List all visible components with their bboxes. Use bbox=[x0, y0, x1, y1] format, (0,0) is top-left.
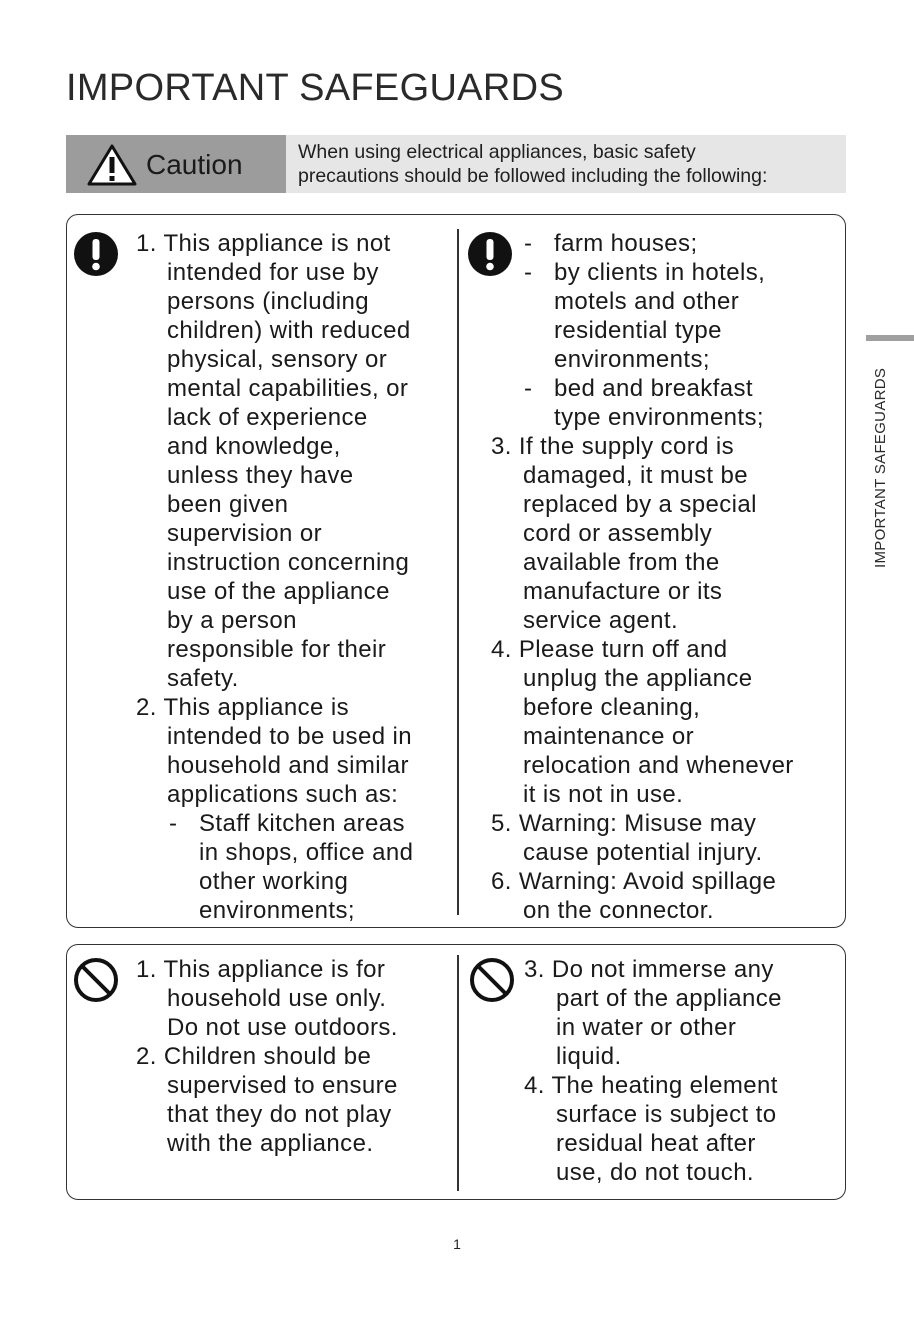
bullet-dash: - bbox=[169, 810, 178, 837]
list-item: cause potential injury. bbox=[523, 839, 763, 866]
bullet-dash: - bbox=[524, 230, 533, 257]
prohibited-circle-icon bbox=[73, 957, 119, 1003]
warning-panel bbox=[66, 214, 846, 928]
list-item: residential type bbox=[554, 317, 722, 344]
page-number: 1 bbox=[453, 1236, 461, 1252]
list-item: by clients in hotels, bbox=[554, 259, 766, 286]
list-item: 3. If the supply cord is bbox=[491, 433, 735, 460]
page-title: IMPORTANT SAFEGUARDS bbox=[66, 67, 564, 109]
list-item: Do not use outdoors. bbox=[167, 1014, 398, 1041]
exclamation-circle-icon bbox=[73, 231, 119, 277]
list-item: farm houses; bbox=[554, 230, 698, 257]
list-item: other working bbox=[199, 868, 349, 895]
list-item: before cleaning, bbox=[523, 694, 701, 721]
list-item: service agent. bbox=[523, 607, 679, 634]
caution-banner bbox=[66, 135, 286, 193]
list-item: replaced by a special bbox=[523, 491, 757, 518]
column-divider bbox=[457, 955, 459, 1191]
list-item: use of the appliance bbox=[167, 578, 390, 605]
list-item: unplug the appliance bbox=[523, 665, 753, 692]
list-item: in water or other bbox=[556, 1014, 737, 1041]
side-tab-label: IMPORTANT SAFEGUARDS bbox=[872, 367, 889, 568]
list-item: physical, sensory or bbox=[167, 346, 388, 373]
list-item: motels and other bbox=[554, 288, 740, 315]
caution-intro bbox=[286, 135, 846, 193]
list-item: environments; bbox=[199, 897, 355, 924]
list-item: 6. Warning: Avoid spillage bbox=[491, 868, 777, 895]
list-item: in shops, office and bbox=[199, 839, 414, 866]
list-item: supervision or bbox=[167, 520, 323, 547]
list-item: relocation and whenever bbox=[523, 752, 794, 779]
caution-label: Caution bbox=[146, 149, 243, 180]
prohibition-panel bbox=[66, 944, 846, 1200]
list-item: type environments; bbox=[554, 404, 764, 431]
list-item: on the connector. bbox=[523, 897, 714, 924]
list-item: residual heat after bbox=[556, 1130, 756, 1157]
list-item: use, do not touch. bbox=[556, 1159, 755, 1186]
column-divider bbox=[457, 229, 459, 915]
list-item: environments; bbox=[554, 346, 710, 373]
list-item: unless they have bbox=[167, 462, 354, 489]
list-item: household use only. bbox=[167, 985, 387, 1012]
list-item: intended for use by bbox=[167, 259, 379, 286]
list-item: persons (including bbox=[167, 288, 369, 315]
list-item: cord or assembly bbox=[523, 520, 713, 547]
list-item: responsible for their bbox=[167, 636, 387, 663]
list-item: liquid. bbox=[556, 1043, 622, 1070]
list-item: supervised to ensure bbox=[167, 1072, 398, 1099]
prohibited-circle-icon bbox=[469, 957, 515, 1003]
list-item: 2. Children should be bbox=[136, 1043, 372, 1070]
list-item: that they do not play bbox=[167, 1101, 392, 1128]
list-item: applications such as: bbox=[167, 781, 399, 808]
list-item: 5. Warning: Misuse may bbox=[491, 810, 757, 837]
list-item: safety. bbox=[167, 665, 239, 692]
list-item: intended to be used in bbox=[167, 723, 412, 750]
list-item: and knowledge, bbox=[167, 433, 341, 460]
list-item: manufacture or its bbox=[523, 578, 723, 605]
side-tab-marker bbox=[866, 335, 914, 341]
bullet-dash: - bbox=[524, 259, 533, 286]
intro-line: precautions should be followed including the following: bbox=[298, 165, 768, 187]
list-item: household and similar bbox=[167, 752, 409, 779]
warning-triangle-icon bbox=[86, 143, 138, 187]
intro-line: When using electrical appliances, basic safety bbox=[298, 141, 696, 163]
list-item: with the appliance. bbox=[167, 1130, 374, 1157]
list-item: surface is subject to bbox=[556, 1101, 777, 1128]
list-item: children) with reduced bbox=[167, 317, 411, 344]
list-item: part of the appliance bbox=[556, 985, 782, 1012]
list-item: 3. Do not immerse any bbox=[524, 956, 774, 983]
list-item: 2. This appliance is bbox=[136, 694, 350, 721]
list-item: 1. This appliance is not bbox=[136, 230, 391, 257]
list-item: damaged, it must be bbox=[523, 462, 749, 489]
list-item: it is not in use. bbox=[523, 781, 684, 808]
list-item: by a person bbox=[167, 607, 297, 634]
list-item: bed and breakfast bbox=[554, 375, 753, 402]
exclamation-circle-icon bbox=[467, 231, 513, 277]
list-item: maintenance or bbox=[523, 723, 695, 750]
list-item: lack of experience bbox=[167, 404, 368, 431]
list-item: mental capabilities, or bbox=[167, 375, 409, 402]
list-item: Staff kitchen areas bbox=[199, 810, 405, 837]
list-item: 4. Please turn off and bbox=[491, 636, 728, 663]
list-item: 1. This appliance is for bbox=[136, 956, 386, 983]
bullet-dash: - bbox=[524, 375, 533, 402]
list-item: been given bbox=[167, 491, 289, 518]
list-item: 4. The heating element bbox=[524, 1072, 778, 1099]
list-item: available from the bbox=[523, 549, 720, 576]
list-item: instruction concerning bbox=[167, 549, 410, 576]
